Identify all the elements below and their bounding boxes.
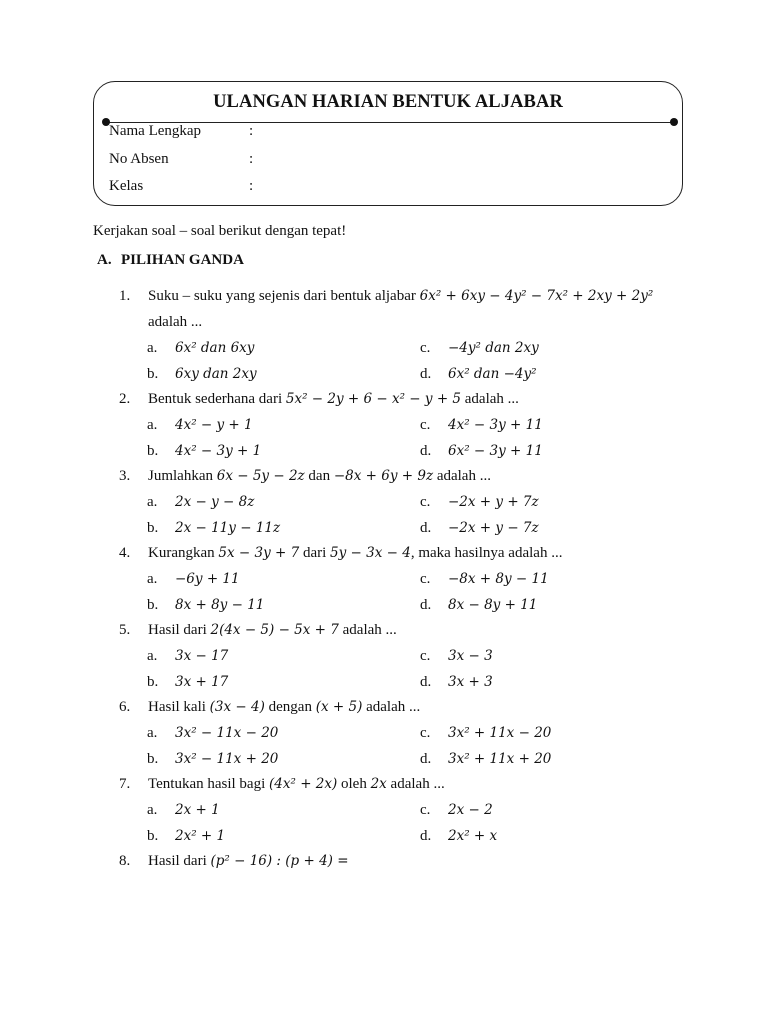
option-label: c. [420, 802, 431, 818]
question-mid: dengan [264, 699, 316, 715]
question-number: 8. [119, 853, 131, 869]
option-label: a. [147, 802, 158, 818]
section-letter: A. [97, 252, 112, 268]
option-value: 6x² dan 6xy [175, 340, 255, 356]
question-mid: oleh [337, 776, 371, 792]
question-expression-2: 2x [370, 776, 387, 792]
field-absen-label: No Absen [109, 151, 169, 167]
instruction-text: Kerjakan soal – soal berikut dengan tepat! [93, 223, 347, 239]
option-value: 4x² − y + 1 [175, 417, 253, 433]
option-value: −2x + y + 7z [448, 494, 539, 510]
question-expression: 6x − 5y − 2z [216, 468, 305, 484]
option-label: c. [420, 725, 431, 741]
option-value: −8x + 8y − 11 [448, 571, 549, 587]
question-expression-2: (x + 5) [315, 699, 363, 715]
option-label: b. [147, 597, 159, 613]
option-value: −2x + y − 7z [448, 520, 539, 536]
field-name-colon: : [249, 123, 254, 139]
option-label: a. [147, 494, 158, 510]
option-value: 8x + 8y − 11 [175, 597, 265, 613]
option-label: c. [420, 571, 431, 587]
question-suffix: adalah ... [461, 391, 519, 407]
option-label: a. [147, 725, 158, 741]
option-label: d. [420, 366, 432, 382]
field-absen-colon: : [249, 151, 254, 167]
option-value: 2x − 11y − 11z [175, 520, 281, 536]
option-value: 2x − 2 [448, 802, 493, 818]
question-expression: (p² − 16) : (p + 4) = [210, 853, 349, 869]
section-title: PILIHAN GANDA [121, 252, 244, 268]
option-label: b. [147, 828, 159, 844]
option-label: d. [420, 674, 432, 690]
field-kelas-colon: : [249, 178, 254, 194]
question-suffix: adalah ... [338, 622, 397, 638]
question-text [148, 699, 420, 716]
option-value: 2x + 1 [175, 802, 220, 818]
option-value: 2x² + 1 [175, 828, 226, 844]
worksheet-title: ULANGAN HARIAN BENTUK ALJABAR [213, 92, 563, 112]
option-value: −6y + 11 [175, 571, 240, 587]
question-prefix: Jumlahkan [148, 468, 217, 484]
option-label: a. [147, 340, 158, 356]
option-label: d. [420, 597, 432, 613]
option-label: a. [147, 417, 158, 433]
question-expression: 6x² + 6xy − 4y² − 7x² + 2xy + 2y² [419, 288, 654, 304]
question-number: 5. [119, 622, 131, 638]
question-mid: dan [304, 468, 334, 484]
option-value: 3x² + 11x + 20 [448, 751, 552, 767]
option-label: d. [420, 828, 432, 844]
option-value: 4x² − 3y + 1 [175, 443, 262, 459]
field-kelas-label: Kelas [109, 178, 144, 194]
option-value: 8x − 8y + 11 [448, 597, 538, 613]
option-label: b. [147, 674, 159, 690]
divider-dot-right [670, 118, 678, 126]
question-text [148, 391, 519, 408]
question-text [148, 776, 445, 793]
option-value: 3x + 17 [175, 674, 229, 690]
option-label: a. [147, 571, 158, 587]
field-kelas [109, 178, 254, 195]
option-value: 4x² − 3y + 11 [448, 417, 543, 433]
option-value: 6xy dan 2xy [175, 366, 257, 382]
option-label: a. [147, 648, 158, 664]
option-value: 2x² + x [448, 828, 498, 844]
question-prefix: Kurangkan [148, 545, 219, 561]
field-name-label: Nama Lengkap [109, 123, 202, 139]
question-expression: (3x − 4) [209, 699, 265, 715]
question-suffix: adalah ... [386, 776, 445, 792]
question-suffix: adalah ... [362, 699, 421, 715]
question-expression-2: 5y − 3x − 4 [330, 545, 411, 561]
option-label: b. [147, 520, 159, 536]
question-number: 7. [119, 776, 131, 792]
option-label: d. [420, 520, 432, 536]
option-label: d. [420, 443, 432, 459]
question-text [148, 468, 491, 485]
option-value: 2x − y − 8z [175, 494, 255, 510]
question-text [148, 288, 653, 305]
field-absen [109, 151, 254, 168]
option-label: c. [420, 648, 431, 664]
field-name [109, 123, 254, 140]
section-heading [97, 252, 244, 269]
question-expression: 5x − 3y + 7 [218, 545, 300, 561]
question-expression-2: −8x + 6y + 9z [333, 468, 434, 484]
question-expression: 2(4x − 5) − 5x + 7 [210, 622, 339, 638]
question-suffix: adalah ... [433, 468, 491, 484]
option-label: c. [420, 340, 431, 356]
question-prefix: Hasil kali [148, 699, 210, 715]
question-continuation: adalah ... [148, 314, 203, 330]
question-number: 6. [119, 699, 131, 715]
question-suffix: , maka hasilnya adalah ... [410, 545, 563, 561]
option-label: b. [147, 751, 159, 767]
question-prefix: Tentukan hasil bagi [148, 776, 270, 792]
question-prefix: Suku – suku yang sejenis dari bentuk aljabar [148, 288, 420, 304]
option-label: b. [147, 366, 159, 382]
option-value: −4y² dan 2xy [448, 340, 539, 356]
option-value: 6x² − 3y + 11 [448, 443, 543, 459]
option-value: 3x − 17 [175, 648, 229, 664]
option-label: b. [147, 443, 159, 459]
option-label: d. [420, 751, 432, 767]
option-value: 6x² dan −4y² [448, 366, 537, 382]
question-expression: (4x² + 2x) [269, 776, 338, 792]
question-text [148, 545, 562, 562]
question-prefix: Bentuk sederhana dari [148, 391, 286, 407]
identity-box [93, 81, 683, 206]
question-number: 2. [119, 391, 131, 407]
question-text [148, 622, 397, 639]
question-prefix: Hasil dari [148, 853, 211, 869]
question-mid: dari [299, 545, 331, 561]
option-value: 3x − 3 [448, 648, 493, 664]
option-value: 3x² − 11x − 20 [175, 725, 279, 741]
question-number: 1. [119, 288, 131, 304]
question-text [148, 853, 349, 870]
option-label: c. [420, 494, 431, 510]
question-number: 3. [119, 468, 131, 484]
option-value: 3x² + 11x − 20 [448, 725, 552, 741]
option-label: c. [420, 417, 431, 433]
question-expression: 5x² − 2y + 6 − x² − y + 5 [285, 391, 462, 407]
option-value: 3x + 3 [448, 674, 493, 690]
option-value: 3x² − 11x + 20 [175, 751, 279, 767]
question-number: 4. [119, 545, 131, 561]
question-prefix: Hasil dari [148, 622, 211, 638]
